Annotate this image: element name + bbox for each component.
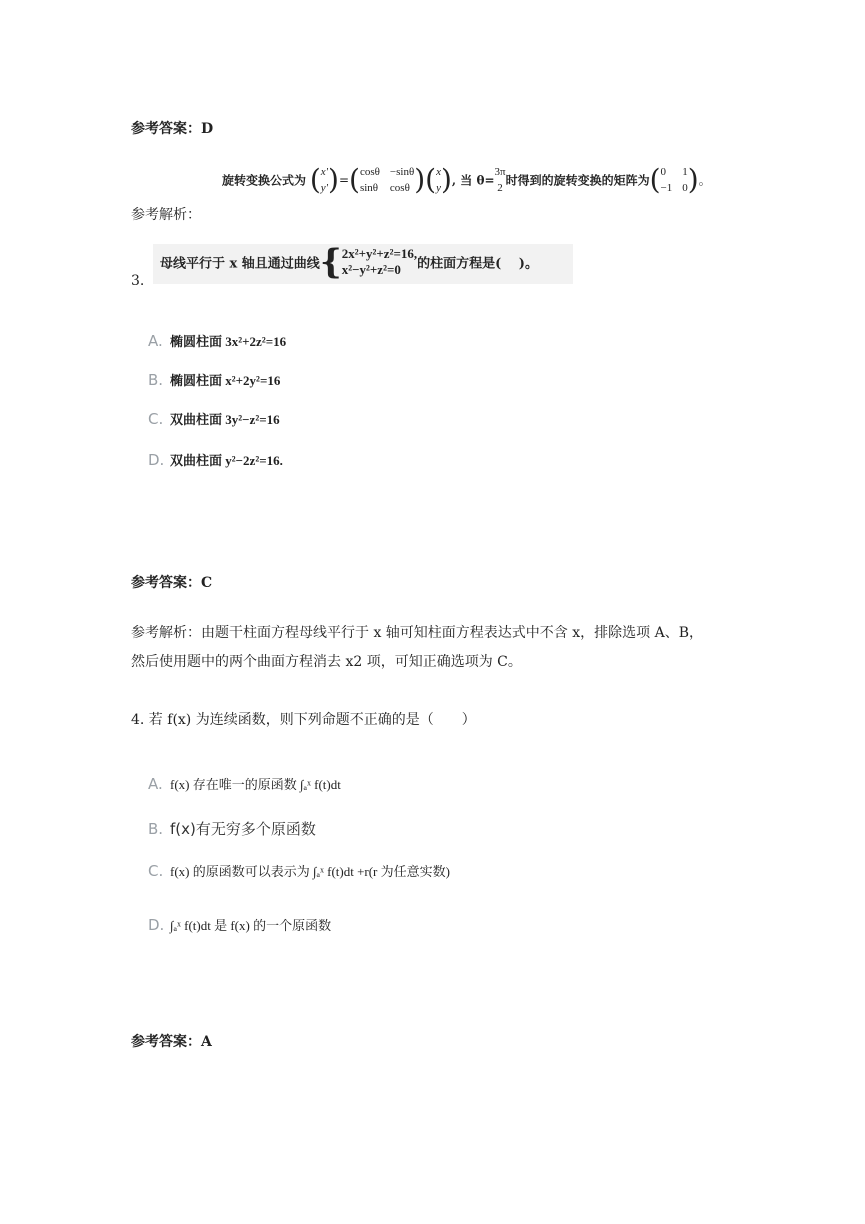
option-d[interactable] xyxy=(148,450,283,469)
q3-stem-post: 的柱面方程是( )。 xyxy=(417,256,538,272)
option-a[interactable] xyxy=(148,774,341,793)
option-text: 双曲柱面 3y²−z²=16 xyxy=(170,412,280,427)
r-11: 0 xyxy=(682,182,688,194)
rotation-tail: 时得到的旋转变换的矩阵为 xyxy=(505,173,650,188)
answer-header: 参考答案：D xyxy=(131,121,214,137)
rotation-lead: 旋转变换公式为 xyxy=(222,173,307,188)
option-letter: B. xyxy=(148,371,164,389)
question-number: 3. xyxy=(131,273,145,289)
q3-stem-pre: 母线平行于 x 轴且通过曲线 xyxy=(160,256,320,272)
r-00: 0 xyxy=(660,166,667,178)
question-4-stem: 4. 若 f(x) 为连续函数，则下列命题不正确的是（ ） xyxy=(131,712,476,728)
option-a[interactable] xyxy=(148,331,286,350)
m-11: cosθ xyxy=(389,182,410,194)
option-c[interactable] xyxy=(148,861,450,880)
option-text: f(x) 的原函数可以表示为 ∫ₐˣ f(t)dt +r(r 为任意实数) xyxy=(170,864,450,879)
m-00: cosθ xyxy=(359,166,380,178)
m-10: sinθ xyxy=(359,182,379,194)
option-text: 双曲柱面 y²−2z²=16. xyxy=(170,453,283,468)
q3-eq1: 2x²+y²+z²=16, xyxy=(341,246,418,261)
rotation-mid: , 当 θ= xyxy=(451,173,495,188)
r-10: −1 xyxy=(660,182,673,194)
option-text: ∫ₐˣ f(t)dt 是 f(x) 的一个原函数 xyxy=(170,918,332,933)
option-letter: A. xyxy=(148,775,163,793)
option-letter: C. xyxy=(148,862,164,880)
question-3-stem: 母线平行于 x 轴且通过曲线{2x²+y²+z²=16, x²−y²+z²=0 的柱面方程是( )。 xyxy=(160,242,538,282)
option-text: f(x) 存在唯一的原函数 ∫ₐˣ f(t)dt xyxy=(170,777,341,792)
frac-den: 2 xyxy=(497,182,503,194)
option-c[interactable] xyxy=(148,409,280,428)
q3-eq2: x²−y²+z²=0 xyxy=(341,262,401,277)
option-text: 椭圆柱面 x²+2y²=16 xyxy=(170,373,281,388)
option-text: 椭圆柱面 3x²+2z²=16 xyxy=(170,334,287,349)
answer-header: 参考答案：C xyxy=(131,575,213,591)
option-letter: B. xyxy=(148,820,164,838)
rotation-formula: 旋转变换公式为 (x' y')=( cosθ −sinθ sinθ cosθ )(x y), 当 θ=3π 2时得到的旋转变换的矩阵为( 0 1 −1 0 )。 xyxy=(222,163,711,196)
option-d[interactable] xyxy=(148,915,331,934)
m-01: −sinθ xyxy=(389,166,415,178)
analysis-line-2: 然后使用题中的两个曲面方程消去 x2 项，可知正确选项为 C。 xyxy=(131,654,522,670)
answer-header: 参考答案：A xyxy=(131,1034,212,1050)
analysis-label: 参考解析： xyxy=(131,207,201,223)
option-b[interactable] xyxy=(148,818,316,839)
r-01: 1 xyxy=(682,166,688,178)
option-letter: D. xyxy=(148,916,165,934)
analysis-line-1: 参考解析：由题干柱面方程母线平行于 x 轴可知柱面方程表达式中不含 x，排除选项 A、B， xyxy=(131,625,703,641)
option-letter: D. xyxy=(148,451,165,469)
vec-left-y: y' xyxy=(320,182,329,194)
option-text: f(x)有无穷多个原函数 xyxy=(170,820,316,838)
vec-right-x: x xyxy=(436,166,441,178)
frac-num: 3π xyxy=(494,166,506,178)
vec-right-y: y xyxy=(436,182,441,194)
vec-left-x: x' xyxy=(320,166,329,178)
option-letter: C. xyxy=(148,410,164,428)
rotation-end: 。 xyxy=(698,173,711,188)
option-letter: A. xyxy=(148,332,163,350)
option-b[interactable] xyxy=(148,370,280,389)
